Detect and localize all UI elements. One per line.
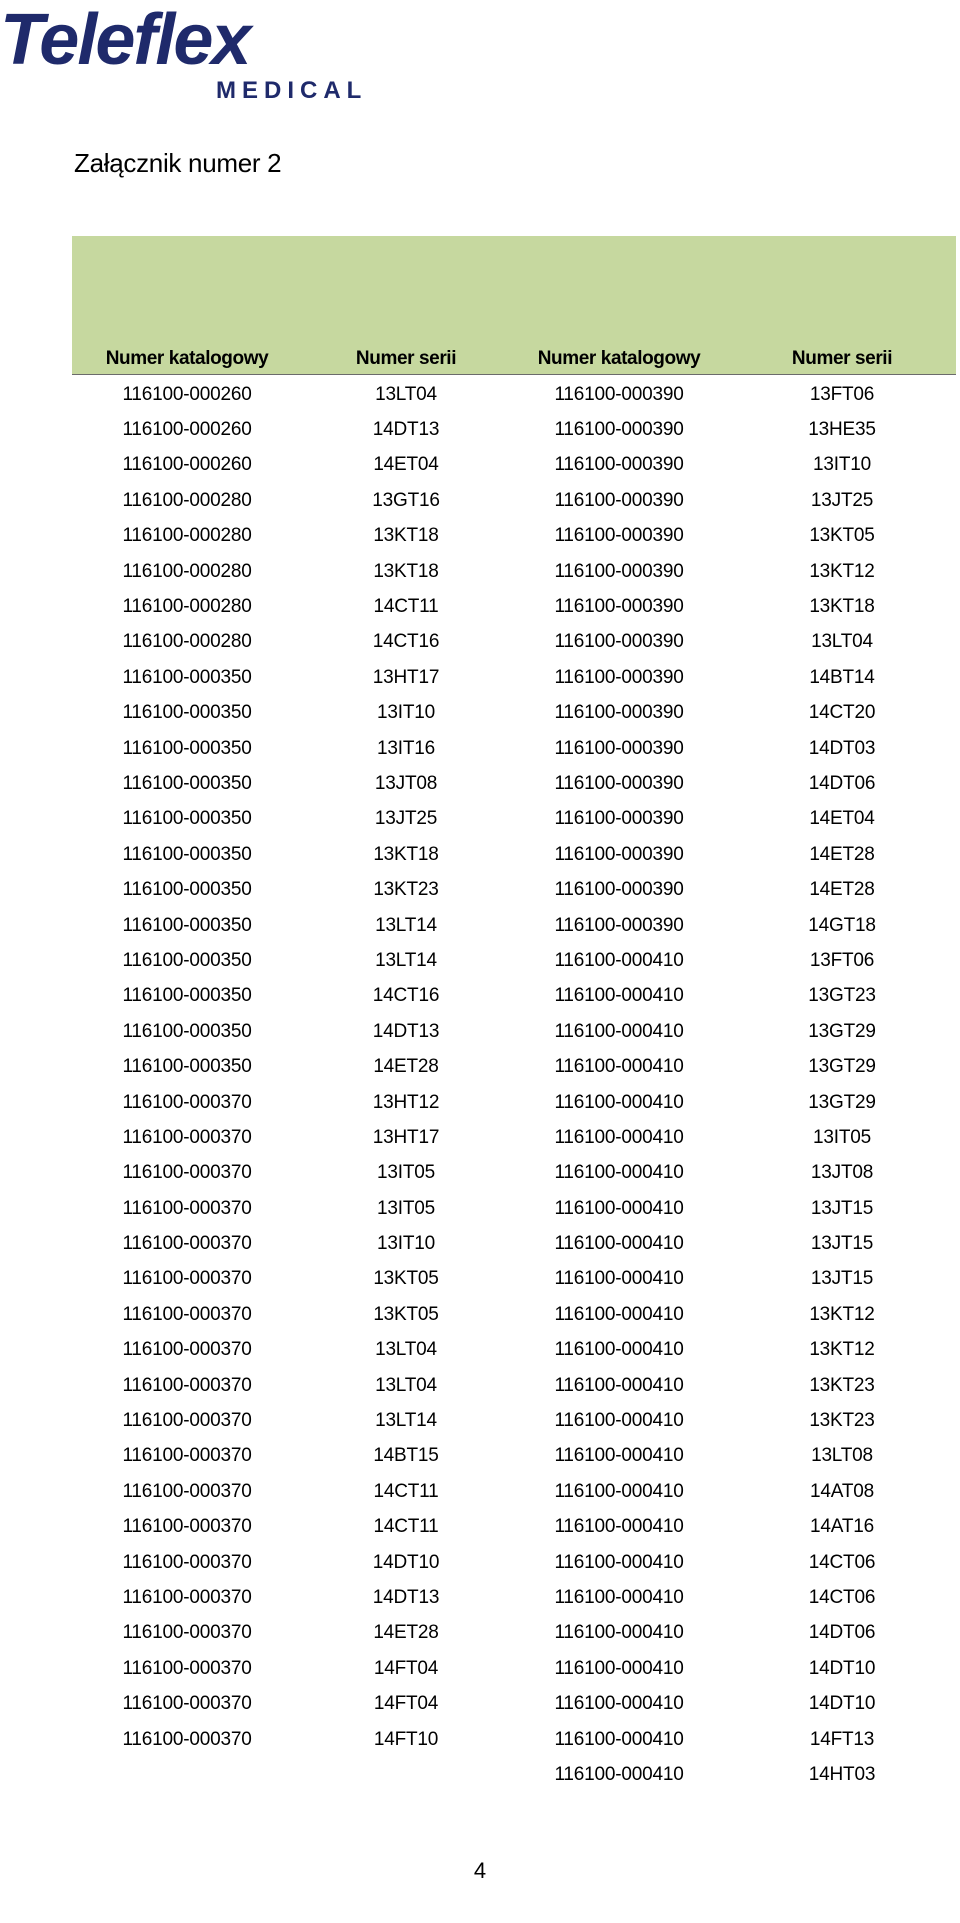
table-row <box>72 872 956 907</box>
table-row <box>72 1545 956 1580</box>
serial-number-cell: 14CT16 <box>372 985 440 1007</box>
table-row <box>72 1262 956 1297</box>
table-row <box>72 766 956 801</box>
catalog-number-cell: 116100-000370 <box>122 1374 252 1396</box>
catalog-number-cell: 116100-000410 <box>554 1126 684 1148</box>
table-row <box>72 1120 956 1155</box>
table-row <box>72 660 956 695</box>
table-row <box>72 483 956 518</box>
catalog-number-cell: 116100-000350 <box>122 949 252 971</box>
serial-number-cell: 13KT18 <box>373 843 439 865</box>
table-row <box>72 1439 956 1474</box>
table-row <box>72 1403 956 1438</box>
catalog-number-cell: 116100-000410 <box>554 1657 684 1679</box>
table-row <box>72 1722 956 1757</box>
table-row <box>72 1297 956 1332</box>
serial-number-cell: 13KT23 <box>809 1374 875 1396</box>
catalog-number-cell: 116100-000370 <box>122 1551 252 1573</box>
serial-number-cell: 13GT16 <box>372 489 440 511</box>
catalog-number-cell: 116100-000410 <box>554 1763 684 1785</box>
serial-number-cell: 13IT10 <box>377 1233 435 1255</box>
table-row <box>72 1333 956 1368</box>
catalog-number-cell: 116100-000390 <box>554 808 684 830</box>
header-catalog-number-2: Numer katalogowy <box>537 348 701 369</box>
serial-number-cell: 14DT13 <box>372 1586 440 1608</box>
catalog-number-cell: 116100-000370 <box>122 1480 252 1502</box>
catalog-number-cell: 116100-000390 <box>554 702 684 724</box>
serial-number-cell: 13HT12 <box>372 1091 440 1113</box>
serial-number-cell: 13IT05 <box>813 1126 871 1148</box>
logo-sub-text: MEDICAL <box>216 77 368 100</box>
serial-number-cell: 14CT06 <box>808 1586 876 1608</box>
table-row <box>72 1049 956 1084</box>
serial-number-cell: 14DT10 <box>808 1657 876 1679</box>
serial-number-cell: 13KT05 <box>809 525 875 547</box>
table-row <box>72 1757 956 1792</box>
table-row <box>72 1651 956 1686</box>
serial-number-cell: 14AT16 <box>810 1516 874 1538</box>
serial-number-cell: 13JT15 <box>810 1197 874 1219</box>
catalog-number-cell: 116100-000350 <box>122 772 252 794</box>
serial-number-cell: 14DT03 <box>808 737 876 759</box>
serial-number-cell: 13IT05 <box>377 1197 435 1219</box>
catalog-number-cell: 116100-000350 <box>122 666 252 688</box>
page-title: Załącznik numer 2 <box>74 148 282 178</box>
table-row <box>72 1474 956 1509</box>
serial-number-cell: 13KT12 <box>809 560 875 582</box>
table-row <box>72 908 956 943</box>
table-row <box>72 1368 956 1403</box>
catalog-number-cell: 116100-000390 <box>554 843 684 865</box>
serial-number-cell: 14FT13 <box>809 1728 875 1750</box>
serial-number-cell: 14AT08 <box>810 1480 874 1502</box>
logo-brand-text: Teleflex <box>0 8 250 80</box>
serial-number-cell: 14CT11 <box>373 596 439 618</box>
catalog-number-cell: 116100-000390 <box>554 914 684 936</box>
serial-number-cell: 14GT18 <box>808 914 876 936</box>
catalog-number-cell: 116100-000280 <box>122 631 252 653</box>
serial-number-cell: 13KT23 <box>809 1410 875 1432</box>
catalog-number-cell: 116100-000410 <box>554 985 684 1007</box>
catalog-number-cell: 116100-000410 <box>554 1586 684 1608</box>
catalog-number-cell: 116100-000370 <box>122 1268 252 1290</box>
table-row <box>72 1616 956 1651</box>
serial-number-cell: 14ET04 <box>809 808 875 830</box>
table-row <box>72 589 956 624</box>
catalog-number-cell: 116100-000410 <box>554 1551 684 1573</box>
serial-number-cell: 14DT13 <box>372 419 440 441</box>
catalog-number-cell: 116100-000390 <box>554 383 684 405</box>
catalog-number-cell: 116100-000410 <box>554 1622 684 1644</box>
serial-number-cell: 13IT16 <box>377 737 435 759</box>
catalog-number-cell: 116100-000410 <box>554 1728 684 1750</box>
catalog-number-cell <box>72 1757 302 1792</box>
catalog-number-cell: 116100-000410 <box>554 1056 684 1078</box>
serial-number-cell: 13KT18 <box>373 525 439 547</box>
serial-number-cell: 13LT08 <box>811 1445 873 1467</box>
serial-number-cell: 14CT20 <box>808 702 876 724</box>
serial-number-cell: 14CT11 <box>373 1480 439 1502</box>
catalog-number-cell: 116100-000370 <box>122 1197 252 1219</box>
catalog-number-cell: 116100-000280 <box>122 525 252 547</box>
catalog-number-cell: 116100-000280 <box>122 489 252 511</box>
catalog-number-cell: 116100-000390 <box>554 525 684 547</box>
serial-number-cell: 14BT15 <box>373 1445 439 1467</box>
serial-number-cell: 13KT12 <box>809 1339 875 1361</box>
catalog-number-cell: 116100-000370 <box>122 1410 252 1432</box>
header-catalog-number-1: Numer katalogowy <box>105 348 269 369</box>
table-row <box>72 1686 956 1721</box>
serial-number-cell: 13JT25 <box>374 808 438 830</box>
table-row <box>72 802 956 837</box>
catalog-number-cell: 116100-000410 <box>554 1693 684 1715</box>
catalog-number-cell: 116100-000370 <box>122 1126 252 1148</box>
serial-number-cell: 14FT10 <box>373 1728 439 1750</box>
serial-number-cell: 13FT06 <box>809 383 875 405</box>
table-row <box>72 1510 956 1545</box>
table-row <box>72 696 956 731</box>
serial-number-cell: 13LT14 <box>375 949 437 971</box>
catalog-number-cell: 116100-000370 <box>122 1303 252 1325</box>
serial-number-cell: 13HT17 <box>372 666 440 688</box>
catalog-number-cell: 116100-000410 <box>554 949 684 971</box>
header-divider <box>72 374 956 375</box>
catalog-number-cell: 116100-000410 <box>554 1516 684 1538</box>
table-row <box>72 979 956 1014</box>
catalog-number-cell: 116100-000390 <box>554 489 684 511</box>
serial-number-cell <box>302 1757 510 1792</box>
catalog-number-cell: 116100-000390 <box>554 666 684 688</box>
table-row <box>72 412 956 447</box>
catalog-number-cell: 116100-000410 <box>554 1303 684 1325</box>
catalog-number-cell: 116100-000260 <box>122 454 252 476</box>
serial-number-cell: 13FT06 <box>809 949 875 971</box>
catalog-number-cell: 116100-000410 <box>554 1233 684 1255</box>
serial-number-cell: 14DT13 <box>372 1020 440 1042</box>
header-serial-number-2: Numer serii <box>791 348 893 369</box>
catalog-number-cell: 116100-000410 <box>554 1020 684 1042</box>
catalog-number-cell: 116100-000410 <box>554 1410 684 1432</box>
recall-table <box>72 377 956 1793</box>
serial-number-cell: 13HT17 <box>372 1126 440 1148</box>
table-row <box>72 554 956 589</box>
page-number: 4 <box>473 1858 487 1883</box>
catalog-number-cell: 116100-000370 <box>122 1622 252 1644</box>
table-row <box>72 448 956 483</box>
serial-number-cell: 13JT08 <box>810 1162 874 1184</box>
serial-number-cell: 13GT29 <box>808 1091 876 1113</box>
catalog-number-cell: 116100-000370 <box>122 1445 252 1467</box>
catalog-number-cell: 116100-000350 <box>122 737 252 759</box>
serial-number-cell: 13KT05 <box>373 1303 439 1325</box>
catalog-number-cell: 116100-000350 <box>122 808 252 830</box>
serial-number-cell: 13GT29 <box>808 1056 876 1078</box>
serial-number-cell: 14ET28 <box>373 1056 439 1078</box>
serial-number-cell: 13LT14 <box>375 1410 437 1432</box>
serial-number-cell: 13KT12 <box>809 1303 875 1325</box>
serial-number-cell: 14DT06 <box>808 1622 876 1644</box>
serial-number-cell: 14ET28 <box>373 1622 439 1644</box>
serial-number-cell: 13LT04 <box>375 1374 437 1396</box>
catalog-number-cell: 116100-000260 <box>122 419 252 441</box>
catalog-number-cell: 116100-000410 <box>554 1445 684 1467</box>
serial-number-cell: 14BT14 <box>809 666 875 688</box>
serial-number-cell: 14DT10 <box>808 1693 876 1715</box>
serial-number-cell: 14ET04 <box>373 454 439 476</box>
serial-number-cell: 14DT06 <box>808 772 876 794</box>
table-row <box>72 1191 956 1226</box>
serial-number-cell: 13LT04 <box>375 1339 437 1361</box>
catalog-number-cell: 116100-000410 <box>554 1339 684 1361</box>
serial-number-cell: 13GT23 <box>808 985 876 1007</box>
catalog-number-cell: 116100-000370 <box>122 1586 252 1608</box>
catalog-number-cell: 116100-000410 <box>554 1091 684 1113</box>
catalog-number-cell: 116100-000390 <box>554 454 684 476</box>
catalog-number-cell: 116100-000410 <box>554 1374 684 1396</box>
serial-number-cell: 14FT04 <box>373 1657 439 1679</box>
catalog-number-cell: 116100-000370 <box>122 1657 252 1679</box>
catalog-number-cell: 116100-000370 <box>122 1162 252 1184</box>
catalog-number-cell: 116100-000350 <box>122 1056 252 1078</box>
catalog-number-cell: 116100-000370 <box>122 1091 252 1113</box>
catalog-number-cell: 116100-000350 <box>122 914 252 936</box>
serial-number-cell: 14ET28 <box>809 843 875 865</box>
header-serial-number-1: Numer serii <box>355 348 457 369</box>
table-row <box>72 1014 956 1049</box>
catalog-number-cell: 116100-000390 <box>554 560 684 582</box>
catalog-number-cell: 116100-000370 <box>122 1516 252 1538</box>
table-row <box>72 519 956 554</box>
table-row <box>72 1580 956 1615</box>
catalog-number-cell: 116100-000410 <box>554 1480 684 1502</box>
catalog-number-cell: 116100-000390 <box>554 419 684 441</box>
catalog-number-cell: 116100-000350 <box>122 985 252 1007</box>
serial-number-cell: 14CT06 <box>808 1551 876 1573</box>
serial-number-cell: 13GT29 <box>808 1020 876 1042</box>
serial-number-cell: 13LT14 <box>375 914 437 936</box>
catalog-number-cell: 116100-000390 <box>554 772 684 794</box>
serial-number-cell: 13LT04 <box>375 383 437 405</box>
serial-number-cell: 13KT23 <box>373 879 439 901</box>
table-row <box>72 377 956 412</box>
serial-number-cell: 13JT15 <box>810 1268 874 1290</box>
catalog-number-cell: 116100-000280 <box>122 596 252 618</box>
serial-number-cell: 14HT03 <box>808 1763 876 1785</box>
serial-number-cell: 13KT18 <box>373 560 439 582</box>
serial-number-cell: 13KT05 <box>373 1268 439 1290</box>
catalog-number-cell: 116100-000260 <box>122 383 252 405</box>
serial-number-cell: 14CT16 <box>372 631 440 653</box>
serial-number-cell: 13IT10 <box>377 702 435 724</box>
catalog-number-cell: 116100-000410 <box>554 1162 684 1184</box>
serial-number-cell: 13LT04 <box>811 631 873 653</box>
catalog-number-cell: 116100-000350 <box>122 702 252 724</box>
serial-number-cell: 13IT10 <box>813 454 871 476</box>
serial-number-cell: 13JT08 <box>374 772 438 794</box>
catalog-number-cell: 116100-000410 <box>554 1268 684 1290</box>
serial-number-cell: 13JT15 <box>810 1233 874 1255</box>
table-row <box>72 1085 956 1120</box>
table-row <box>72 731 956 766</box>
serial-number-cell: 14CT11 <box>373 1516 439 1538</box>
serial-number-cell: 14ET28 <box>809 879 875 901</box>
catalog-number-cell: 116100-000370 <box>122 1233 252 1255</box>
catalog-number-cell: 116100-000350 <box>122 843 252 865</box>
table-row <box>72 1226 956 1261</box>
serial-number-cell: 13JT25 <box>810 489 874 511</box>
catalog-number-cell: 116100-000390 <box>554 879 684 901</box>
serial-number-cell: 13KT18 <box>809 596 875 618</box>
catalog-number-cell: 116100-000350 <box>122 879 252 901</box>
catalog-number-cell: 116100-000280 <box>122 560 252 582</box>
serial-number-cell: 14DT10 <box>372 1551 440 1573</box>
serial-number-cell: 14FT04 <box>373 1693 439 1715</box>
table-row <box>72 837 956 872</box>
catalog-number-cell: 116100-000350 <box>122 1020 252 1042</box>
table-row <box>72 943 956 978</box>
table-row <box>72 625 956 660</box>
catalog-number-cell: 116100-000370 <box>122 1339 252 1361</box>
catalog-number-cell: 116100-000390 <box>554 631 684 653</box>
catalog-number-cell: 116100-000390 <box>554 596 684 618</box>
serial-number-cell: 13HE35 <box>808 419 876 441</box>
catalog-number-cell: 116100-000370 <box>122 1728 252 1750</box>
teleflex-medical-logo <box>0 8 380 100</box>
catalog-number-cell: 116100-000370 <box>122 1693 252 1715</box>
catalog-number-cell: 116100-000410 <box>554 1197 684 1219</box>
serial-number-cell: 13IT05 <box>377 1162 435 1184</box>
table-row <box>72 1156 956 1191</box>
catalog-number-cell: 116100-000390 <box>554 737 684 759</box>
